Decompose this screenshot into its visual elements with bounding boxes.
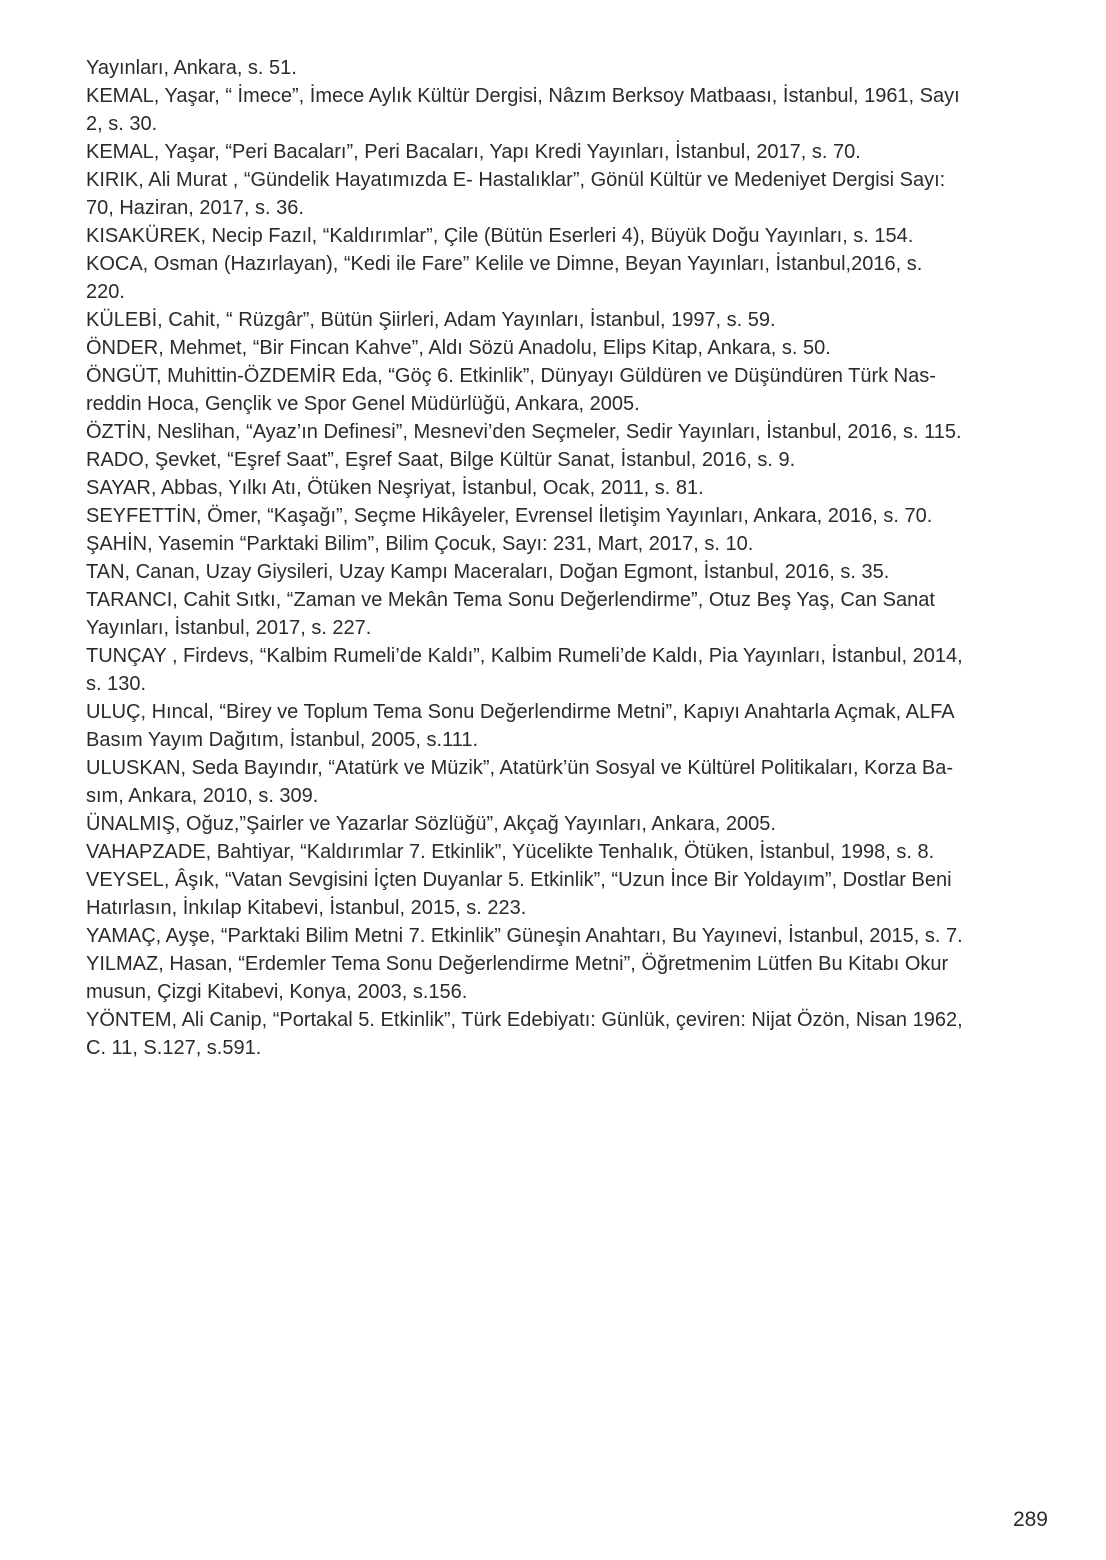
bibliography-list [86,54,1052,1062]
bibliography-line: ULUÇ, Hıncal, “Birey ve Toplum Tema Sonu Değerlendirme Metni”, Kapıyı Anahtarla Açmak, ALFA [86,701,955,723]
bibliography-line: ÖZTİN, Neslihan, “Ayaz’ın Definesi”, Mesnevi’den Seçmeler, Sedir Yayınları, İstanbul, 2016, s. 115. [86,421,962,443]
bibliography-line: YAMAÇ, Ayşe, “Parktaki Bilim Metni 7. Etkinlik” Güneşin Anahtarı, Bu Yayınevi, İstanbul, 2015, s. 7. [86,925,963,947]
bibliography-line: TUNÇAY , Firdevs, “Kalbim Rumeli’de Kaldı”, Kalbim Rumeli’de Kaldı, Pia Yayınları, İstanbul, 2014, [86,645,963,667]
bibliography-line: Basım Yayım Dağıtım, İstanbul, 2005, s.111. [86,729,479,751]
bibliography-line: VAHAPZADE, Bahtiyar, “Kaldırımlar 7. Etkinlik”, Yücelikte Tenhalık, Ötüken, İstanbul, 1998, s. 8. [86,841,935,863]
bibliography-line: sım, Ankara, 2010, s. 309. [86,785,319,807]
bibliography-line: ŞAHİN, Yasemin “Parktaki Bilim”, Bilim Çocuk, Sayı: 231, Mart, 2017, s. 10. [86,533,754,555]
bibliography-line: ULUSKAN, Seda Bayındır, “Atatürk ve Müzik”, Atatürk’ün Sosyal ve Kültürel Politikaları, Korza Ba- [86,757,954,779]
bibliography-line: SAYAR, Abbas, Yılkı Atı, Ötüken Neşriyat, İstanbul, Ocak, 2011, s. 81. [86,477,704,499]
bibliography-line: 220. [86,281,125,303]
bibliography-line: YILMAZ, Hasan, “Erdemler Tema Sonu Değerlendirme Metni”, Öğretmenim Lütfen Bu Kitabı Okur [86,953,949,975]
bibliography-line: KIRIK, Ali Murat , “Gündelik Hayatımızda E- Hastalıklar”, Gönül Kültür ve Medeniyet Dergisi Sayı: [86,169,946,191]
bibliography-line: KISAKÜREK, Necip Fazıl, “Kaldırımlar”, Çile (Bütün Eserleri 4), Büyük Doğu Yayınları, s. 154. [86,225,914,247]
bibliography-line: Hatırlasın, İnkılap Kitabevi, İstanbul, 2015, s. 223. [86,897,527,919]
bibliography-line: Yayınları, Ankara, s. 51. [86,57,297,79]
bibliography-line: RADO, Şevket, “Eşref Saat”, Eşref Saat, Bilge Kültür Sanat, İstanbul, 2016, s. 9. [86,449,796,471]
bibliography-line: YÖNTEM, Ali Canip, “Portakal 5. Etkinlik”, Türk Edebiyatı: Günlük, çeviren: Nijat Özön, Nisan 1962, [86,1009,963,1031]
bibliography-line: TARANCI, Cahit Sıtkı, “Zaman ve Mekân Tema Sonu Değerlendirme”, Otuz Beş Yaş, Can Sanat [86,589,935,611]
bibliography-line: TAN, Canan, Uzay Giysileri, Uzay Kampı Maceraları, Doğan Egmont, İstanbul, 2016, s. 35. [86,561,890,583]
bibliography-line: Yayınları, İstanbul, 2017, s. 227. [86,617,372,639]
bibliography-line: KEMAL, Yaşar, “Peri Bacaları”, Peri Bacaları, Yapı Kredi Yayınları, İstanbul, 2017, s. 70. [86,141,861,163]
bibliography-line: reddin Hoca, Gençlik ve Spor Genel Müdürlüğü, Ankara, 2005. [86,393,640,415]
bibliography-line: KEMAL, Yaşar, “ İmece”, İmece Aylık Kültür Dergisi, Nâzım Berksoy Matbaası, İstanbul, 1961, Sayı [86,85,960,107]
bibliography-line: SEYFETTİN, Ömer, “Kaşağı”, Seçme Hikâyeler, Evrensel İletişim Yayınları, Ankara, 2016, s. 70. [86,505,933,527]
bibliography-line: 2, s. 30. [86,113,158,135]
bibliography-line: VEYSEL, Âşık, “Vatan Sevgisini İçten Duyanlar 5. Etkinlik”, “Uzun İnce Bir Yoldayım”, Dostlar Beni [86,869,952,891]
bibliography-line: KÜLEBİ, Cahit, “ Rüzgâr”, Bütün Şiirleri, Adam Yayınları, İstanbul, 1997, s. 59. [86,309,776,331]
bibliography-line: musun, Çizgi Kitabevi, Konya, 2003, s.156. [86,981,468,1003]
bibliography-line: ÖNGÜT, Muhittin-ÖZDEMİR Eda, “Göç 6. Etkinlik”, Dünyayı Güldüren ve Düşündüren Türk Nas- [86,365,936,387]
bibliography-line: ÖNDER, Mehmet, “Bir Fincan Kahve”, Aldı Sözü Anadolu, Elips Kitap, Ankara, s. 50. [86,337,831,359]
page-number: 289 [1012,1508,1048,1531]
bibliography-line: ÜNALMIŞ, Oğuz,”Şairler ve Yazarlar Sözlüğü”, Akçağ Yayınları, Ankara, 2005. [86,813,776,835]
bibliography-line: C. 11, S.127, s.591. [86,1037,262,1059]
bibliography-line: KOCA, Osman (Hazırlayan), “Kedi ile Fare” Kelile ve Dimne, Beyan Yayınları, İstanbul,2016, s. [86,253,923,275]
bibliography-line: 70, Haziran, 2017, s. 36. [86,197,304,219]
bibliography-line: s. 130. [86,673,147,695]
